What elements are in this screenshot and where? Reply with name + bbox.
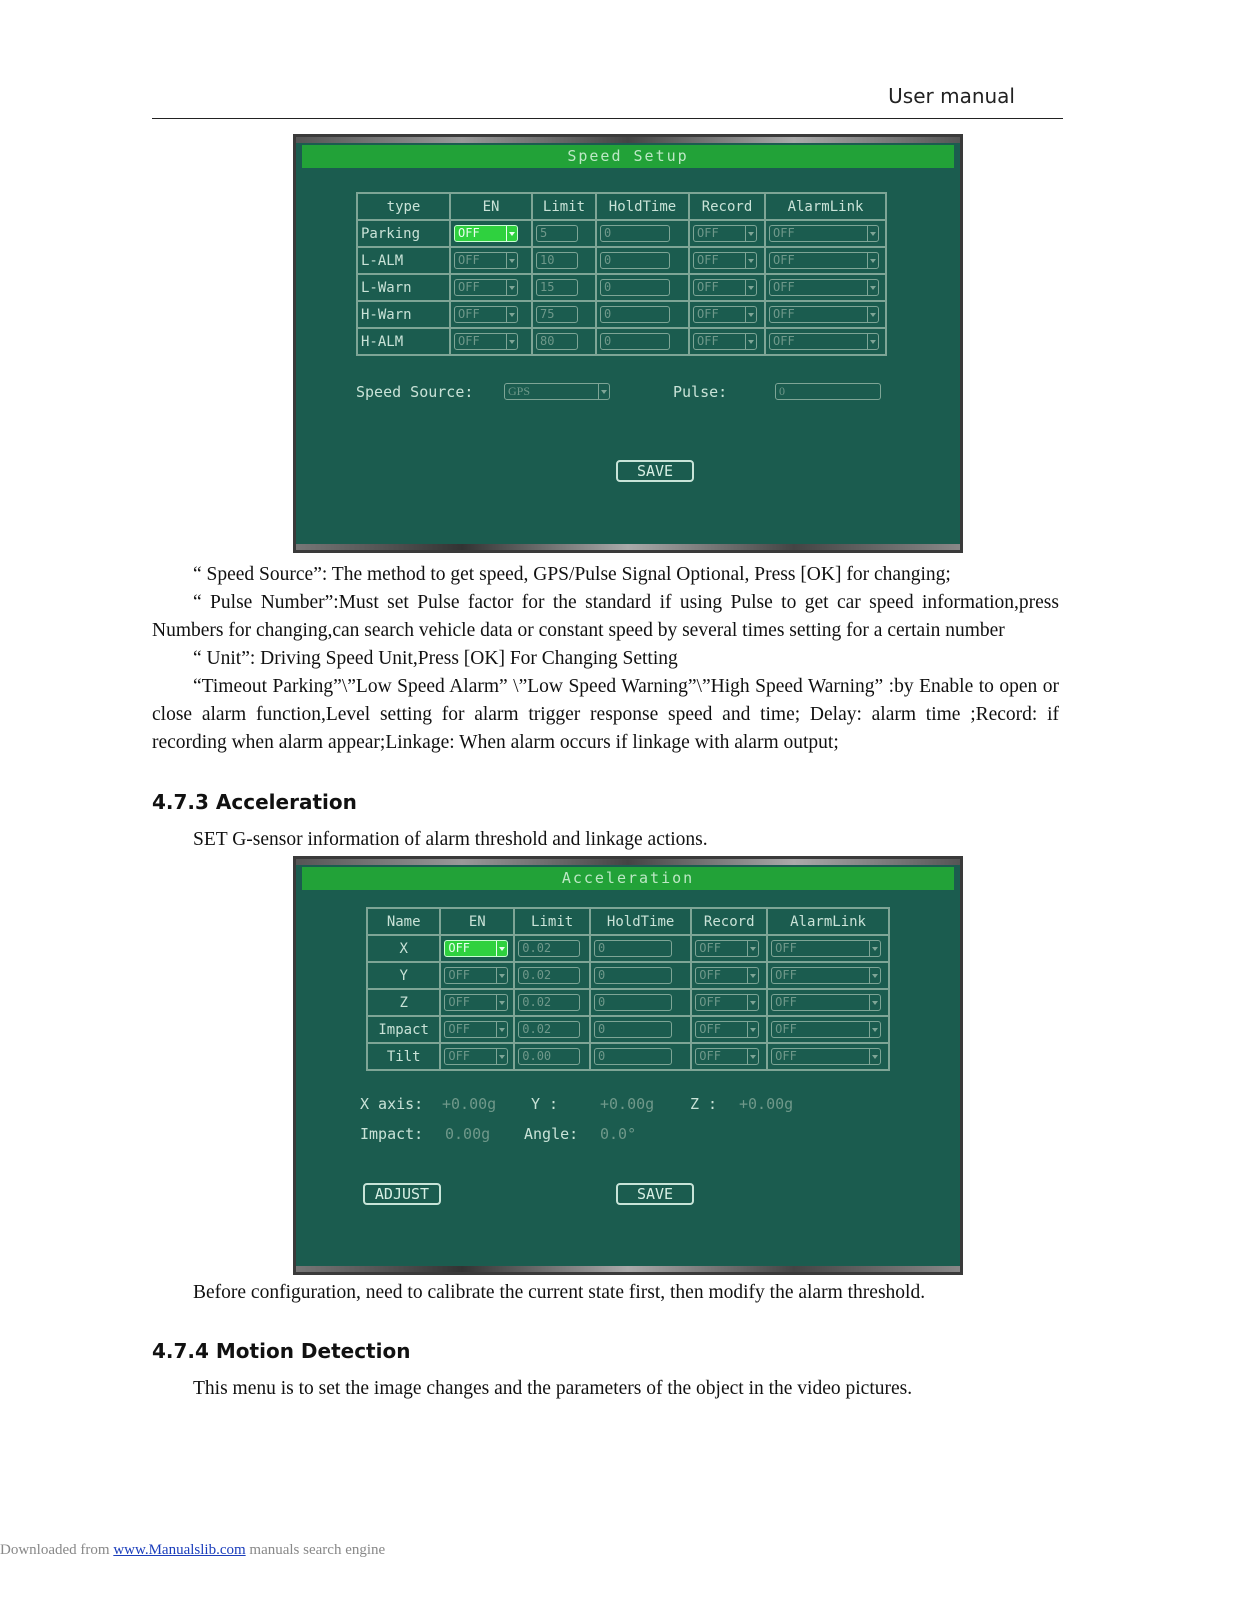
chevron-down-icon bbox=[506, 253, 517, 268]
chevron-down-icon bbox=[747, 995, 758, 1010]
row-name: Impact bbox=[367, 1016, 440, 1043]
footer-prefix: Downloaded from bbox=[0, 1542, 114, 1558]
holdtime-value: 0 bbox=[597, 968, 606, 982]
alarmlink-value: OFF bbox=[773, 334, 795, 348]
table-row bbox=[367, 935, 889, 962]
alarmlink-value: OFF bbox=[773, 226, 795, 240]
manualslib-link[interactable]: www.Manualslib.com bbox=[113, 1542, 246, 1558]
speed-source-paragraph: “ Speed Source”: The method to get speed, GPS/Pulse Signal Optional, Press [OK] for changing; bbox=[193, 564, 951, 585]
limit-input[interactable] bbox=[536, 306, 578, 323]
chevron-down-icon bbox=[867, 307, 878, 322]
holdtime-value: 0 bbox=[604, 334, 612, 348]
record-select[interactable] bbox=[695, 1048, 759, 1065]
en-select[interactable] bbox=[454, 279, 518, 296]
col-holdtime: HoldTime bbox=[590, 908, 691, 935]
record-value: OFF bbox=[697, 307, 719, 321]
z-axis-label: Z : bbox=[690, 1095, 718, 1113]
row-name: Y bbox=[367, 962, 440, 989]
table-row bbox=[357, 328, 886, 355]
speed-setup-title: Speed Setup bbox=[302, 145, 954, 168]
unit-paragraph: “ Unit”: Driving Speed Unit,Press [OK] For Changing Setting bbox=[193, 648, 678, 669]
en-select[interactable] bbox=[454, 225, 518, 242]
holdtime-input[interactable] bbox=[594, 1021, 672, 1038]
record-value: OFF bbox=[699, 995, 721, 1009]
x-axis-label: X axis: bbox=[360, 1095, 424, 1113]
speed-source-value: GPS bbox=[508, 384, 531, 398]
en-value: OFF bbox=[458, 280, 480, 294]
en-value: OFF bbox=[448, 995, 471, 1009]
chevron-down-icon bbox=[747, 1049, 758, 1064]
holdtime-value: 0 bbox=[604, 253, 612, 267]
chevron-down-icon bbox=[506, 334, 517, 349]
alarmlink-value: OFF bbox=[775, 941, 797, 955]
chevron-down-icon bbox=[745, 307, 756, 322]
col-en: EN bbox=[450, 193, 532, 220]
chevron-down-icon bbox=[496, 995, 507, 1010]
en-select[interactable] bbox=[454, 333, 518, 350]
holdtime-input[interactable] bbox=[600, 306, 670, 323]
chevron-down-icon bbox=[745, 226, 756, 241]
col-limit: Limit bbox=[514, 908, 590, 935]
chevron-down-icon bbox=[869, 941, 880, 956]
speed-header-row bbox=[357, 193, 886, 220]
chevron-down-icon bbox=[506, 226, 517, 241]
holdtime-input[interactable] bbox=[600, 225, 670, 242]
row-name: Z bbox=[367, 989, 440, 1016]
limit-value: 0.02 bbox=[522, 968, 552, 982]
limit-value: 15 bbox=[540, 280, 555, 294]
limit-value: 0.02 bbox=[522, 941, 552, 955]
record-select[interactable] bbox=[693, 306, 757, 323]
alarmlink-value: OFF bbox=[775, 995, 797, 1009]
chevron-down-icon bbox=[496, 1022, 507, 1037]
chevron-down-icon bbox=[747, 968, 758, 983]
pulse-label: Pulse: bbox=[673, 383, 728, 401]
record-value: OFF bbox=[699, 941, 721, 955]
accel-header-row bbox=[367, 908, 889, 935]
alarmlink-select[interactable] bbox=[769, 306, 879, 323]
holdtime-value: 0 bbox=[597, 1049, 606, 1063]
holdtime-input[interactable] bbox=[600, 279, 670, 296]
pulse-value: 0 bbox=[779, 384, 785, 398]
alarmlink-select[interactable] bbox=[771, 1048, 881, 1065]
holdtime-input[interactable] bbox=[594, 994, 672, 1011]
table-row bbox=[357, 301, 886, 328]
limit-value: 80 bbox=[540, 334, 555, 348]
page-header bbox=[152, 84, 1063, 119]
alarmlink-select[interactable] bbox=[769, 252, 879, 269]
col-en: EN bbox=[440, 908, 514, 935]
table-row bbox=[357, 274, 886, 301]
speed-setup-screen bbox=[293, 134, 963, 553]
record-select[interactable] bbox=[695, 940, 759, 957]
table-row bbox=[367, 1043, 889, 1070]
col-name: Name bbox=[367, 908, 440, 935]
table-row bbox=[367, 962, 889, 989]
alarmlink-select[interactable] bbox=[771, 1021, 881, 1038]
record-value: OFF bbox=[697, 334, 719, 348]
limit-value: 0.00 bbox=[522, 1049, 552, 1063]
limit-input[interactable] bbox=[536, 279, 578, 296]
alarmlink-value: OFF bbox=[773, 280, 795, 294]
chevron-down-icon bbox=[745, 253, 756, 268]
en-select[interactable] bbox=[444, 940, 508, 957]
table-row bbox=[357, 220, 886, 247]
chevron-down-icon bbox=[869, 1022, 880, 1037]
table-row bbox=[367, 1016, 889, 1043]
limit-value: 0.02 bbox=[522, 1022, 552, 1036]
row-name: X bbox=[367, 935, 440, 962]
row-type: H-ALM bbox=[357, 328, 450, 355]
chevron-down-icon bbox=[867, 280, 878, 295]
alarmlink-select[interactable] bbox=[771, 994, 881, 1011]
acceleration-table bbox=[366, 907, 890, 1071]
col-alarmlink: AlarmLink bbox=[767, 908, 889, 935]
alarm-paragraph: “Timeout Parking”\”Low Speed Alarm” \”Low Speed Warning”\”High Speed Warning” :by Enable to open or close alarm function,Level setting for alarm trigger response speed and time; Delay: alarm time ;Record: if recording when alarm appear;Linkage: When alarm occurs if linkage with alarm output; bbox=[152, 676, 1059, 753]
download-footer bbox=[0, 1542, 385, 1559]
col-record: Record bbox=[689, 193, 765, 220]
alarmlink-value: OFF bbox=[773, 253, 795, 267]
chevron-down-icon bbox=[496, 968, 507, 983]
limit-input[interactable] bbox=[518, 967, 580, 984]
record-select[interactable] bbox=[693, 252, 757, 269]
limit-input[interactable] bbox=[518, 940, 580, 957]
en-select[interactable] bbox=[444, 967, 508, 984]
limit-input[interactable] bbox=[536, 333, 578, 350]
holdtime-input[interactable] bbox=[600, 252, 670, 269]
chevron-down-icon bbox=[506, 280, 517, 295]
adjust-button[interactable]: ADJUST bbox=[363, 1183, 441, 1205]
row-type: Parking bbox=[357, 220, 450, 247]
holdtime-input[interactable] bbox=[594, 1048, 672, 1065]
record-value: OFF bbox=[699, 1022, 721, 1036]
alarmlink-select[interactable] bbox=[769, 279, 879, 296]
holdtime-value: 0 bbox=[604, 226, 612, 240]
x-axis-value: +0.00g bbox=[442, 1095, 497, 1113]
en-select[interactable] bbox=[444, 1021, 508, 1038]
limit-value: 0.02 bbox=[522, 995, 552, 1009]
chevron-down-icon bbox=[747, 1022, 758, 1037]
limit-value: 5 bbox=[540, 226, 548, 240]
alarmlink-value: OFF bbox=[773, 307, 795, 321]
alarmlink-select[interactable] bbox=[769, 225, 879, 242]
alarmlink-value: OFF bbox=[775, 1022, 797, 1036]
col-limit: Limit bbox=[532, 193, 596, 220]
chevron-down-icon bbox=[869, 1049, 880, 1064]
en-value: OFF bbox=[458, 226, 480, 240]
holdtime-value: 0 bbox=[604, 307, 612, 321]
speed-source-label: Speed Source: bbox=[356, 383, 474, 401]
limit-input[interactable] bbox=[518, 994, 580, 1011]
acceleration-title: Acceleration bbox=[302, 867, 954, 890]
chevron-down-icon bbox=[506, 307, 517, 322]
section-heading-motion-detection: 4.7.4 Motion Detection bbox=[152, 1339, 411, 1363]
en-value: OFF bbox=[458, 334, 480, 348]
limit-value: 10 bbox=[540, 253, 555, 267]
en-select[interactable] bbox=[454, 252, 518, 269]
holdtime-input[interactable] bbox=[594, 967, 672, 984]
chevron-down-icon bbox=[867, 253, 878, 268]
limit-input[interactable] bbox=[536, 252, 578, 269]
pulse-input[interactable] bbox=[775, 383, 881, 400]
chevron-down-icon bbox=[869, 968, 880, 983]
row-type: L-ALM bbox=[357, 247, 450, 274]
motion-detection-intro: This menu is to set the image changes and the parameters of the object in the video pictures. bbox=[193, 1378, 913, 1399]
alarmlink-select[interactable] bbox=[769, 333, 879, 350]
en-select[interactable] bbox=[444, 1048, 508, 1065]
acceleration-intro: SET G-sensor information of alarm threshold and linkage actions. bbox=[193, 829, 708, 850]
en-value: OFF bbox=[458, 307, 480, 321]
limit-input[interactable] bbox=[518, 1021, 580, 1038]
acceleration-screen bbox=[293, 856, 963, 1275]
record-select[interactable] bbox=[693, 225, 757, 242]
holdtime-value: 0 bbox=[597, 941, 606, 955]
record-select[interactable] bbox=[695, 967, 759, 984]
en-value: OFF bbox=[448, 941, 471, 955]
alarmlink-select[interactable] bbox=[771, 967, 881, 984]
limit-input[interactable] bbox=[536, 225, 578, 242]
y-axis-label: Y : bbox=[531, 1095, 559, 1113]
header-title: User manual bbox=[888, 84, 1015, 108]
record-value: OFF bbox=[697, 280, 719, 294]
section-heading-acceleration: 4.7.3 Acceleration bbox=[152, 790, 357, 814]
en-select[interactable] bbox=[444, 994, 508, 1011]
chevron-down-icon bbox=[745, 280, 756, 295]
z-axis-value: +0.00g bbox=[739, 1095, 794, 1113]
chevron-down-icon bbox=[869, 995, 880, 1010]
record-value: OFF bbox=[699, 1049, 721, 1063]
chevron-down-icon bbox=[867, 334, 878, 349]
alarmlink-value: OFF bbox=[775, 1049, 797, 1063]
impact-label: Impact: bbox=[360, 1125, 424, 1143]
alarmlink-select[interactable] bbox=[771, 940, 881, 957]
footer-suffix: manuals search engine bbox=[245, 1542, 386, 1558]
table-row bbox=[367, 989, 889, 1016]
holdtime-value: 0 bbox=[597, 995, 606, 1009]
limit-input[interactable] bbox=[518, 1048, 580, 1065]
record-value: OFF bbox=[699, 968, 721, 982]
col-alarmlink: AlarmLink bbox=[765, 193, 886, 220]
col-holdtime: HoldTime bbox=[596, 193, 689, 220]
record-select[interactable] bbox=[693, 333, 757, 350]
row-name: Tilt bbox=[367, 1043, 440, 1070]
chevron-down-icon bbox=[496, 941, 507, 956]
angle-value: 0.0° bbox=[600, 1125, 637, 1143]
record-select[interactable] bbox=[695, 994, 759, 1011]
en-value: OFF bbox=[448, 968, 471, 982]
row-type: H-Warn bbox=[357, 301, 450, 328]
limit-value: 75 bbox=[540, 307, 555, 321]
en-value: OFF bbox=[458, 253, 480, 267]
holdtime-value: 0 bbox=[597, 1022, 606, 1036]
chevron-down-icon bbox=[598, 384, 609, 399]
chevron-down-icon bbox=[747, 941, 758, 956]
speed-setup-table bbox=[356, 192, 887, 356]
save-button[interactable]: SAVE bbox=[616, 460, 694, 482]
y-axis-value: +0.00g bbox=[600, 1095, 655, 1113]
save-button[interactable]: SAVE bbox=[616, 1183, 694, 1205]
holdtime-input[interactable] bbox=[600, 333, 670, 350]
alarmlink-value: OFF bbox=[775, 968, 797, 982]
holdtime-value: 0 bbox=[604, 280, 612, 294]
chevron-down-icon bbox=[745, 334, 756, 349]
record-select[interactable] bbox=[695, 1021, 759, 1038]
en-select[interactable] bbox=[454, 306, 518, 323]
en-value: OFF bbox=[448, 1049, 471, 1063]
acceleration-note: Before configuration, need to calibrate the current state first, then modify the alarm threshold. bbox=[193, 1282, 926, 1303]
record-value: OFF bbox=[697, 226, 719, 240]
holdtime-input[interactable] bbox=[594, 940, 672, 957]
record-value: OFF bbox=[697, 253, 719, 267]
chevron-down-icon bbox=[496, 1049, 507, 1064]
pulse-number-paragraph: “ Pulse Number”:Must set Pulse factor for the standard if using Pulse to get car speed information,press Numbers for changing,can search vehicle data or constant speed by several times setting for a certain number bbox=[152, 592, 1059, 641]
chevron-down-icon bbox=[867, 226, 878, 241]
impact-value: 0.00g bbox=[445, 1125, 491, 1143]
speed-source-select[interactable] bbox=[504, 383, 610, 400]
col-type: type bbox=[357, 193, 450, 220]
en-value: OFF bbox=[448, 1022, 471, 1036]
table-row bbox=[357, 247, 886, 274]
record-select[interactable] bbox=[693, 279, 757, 296]
col-record: Record bbox=[691, 908, 767, 935]
angle-label: Angle: bbox=[524, 1125, 579, 1143]
row-type: L-Warn bbox=[357, 274, 450, 301]
